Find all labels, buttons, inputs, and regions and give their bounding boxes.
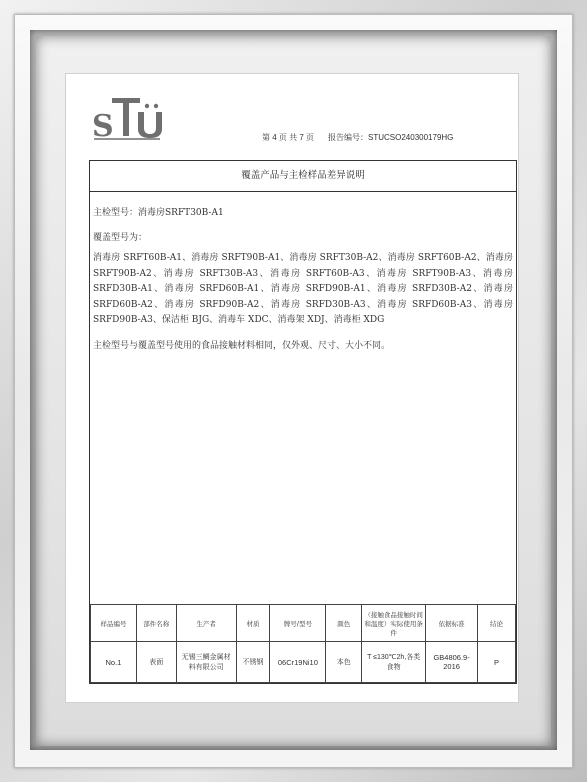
cell-producer: 无锡三鲷金属材料有限公司 [176, 642, 236, 683]
page-number: 第 4 页 共 7 页 [262, 133, 315, 142]
table-row [91, 642, 516, 683]
header-conclusion: 结论 [478, 605, 516, 642]
cover-models-list: 消毒房 SRFT60B-A1、消毒房 SRFT90B-A1、消毒房 SRFT30B-A2、消毒房 SRFT60B-A2、消毒房 SRFT90B-A2、消毒房 SRFT30B-A3、消毒房 SRFT60B-A3、消毒房 SRFT90B-A3、消毒房 SRFD30B-A1、消毒房 SRFD60B-A1、消毒房 SRFD90B-A1、消毒房 SRFD30B-A2、消毒房 SRFD60B-A2、消毒房 SRFD90B-A2、消毒房 SRFD30B-A3、消毒房 SRFD60B-A3、消毒房 SRFD90B-A3、保洁柜 BJG、消毒车 XDC、消毒架 XDJ、消毒柜 XDG [93, 253, 513, 325]
header-producer: 生产者 [176, 605, 236, 642]
difference-note: 主检型号与覆盖型号使用的食品接触材料相同，仅外观、尺寸、大小不同。 [93, 340, 391, 351]
document-title: 覆盖产品与主检样品差异说明 [90, 161, 516, 192]
cell-grade: 06Cr19Ni10 [270, 642, 326, 683]
document-box [89, 160, 517, 684]
cell-standard: GB4806.9-2016 [426, 642, 478, 683]
cell-part-name: 表面 [136, 642, 176, 683]
cell-conclusion: P [478, 642, 516, 683]
report-number: STUCSO240300179HG [368, 133, 454, 142]
header-grade: 牌号/型号 [270, 605, 326, 642]
report-number-label: 报告编号： [328, 133, 369, 142]
header-part-name: 部件名称 [136, 605, 176, 642]
stu-logo [90, 92, 168, 142]
header-color: 颜色 [326, 605, 362, 642]
cell-color: 本色 [326, 642, 362, 683]
header-conditions: （接触食品接触时间和温度）实际使用条件 [362, 605, 426, 642]
header-standard: 依据标准 [426, 605, 478, 642]
main-model-line: 主检型号：消毒房SRFT30B-A1 [93, 208, 224, 218]
header-sample-no: 样品编号 [91, 605, 137, 642]
header-material: 材质 [236, 605, 270, 642]
cell-sample-no: No.1 [91, 642, 137, 683]
svg-text:S: S [92, 109, 114, 142]
table-header-row [91, 605, 516, 642]
cell-material: 不锈钢 [236, 642, 270, 683]
materials-table [90, 604, 516, 683]
page-info [262, 132, 453, 143]
certificate-page [66, 74, 518, 702]
cell-conditions: T ≤130℃2h,各类食物 [362, 642, 426, 683]
document-content [90, 206, 516, 354]
cover-models-label: 覆盖型号为： [93, 232, 148, 243]
